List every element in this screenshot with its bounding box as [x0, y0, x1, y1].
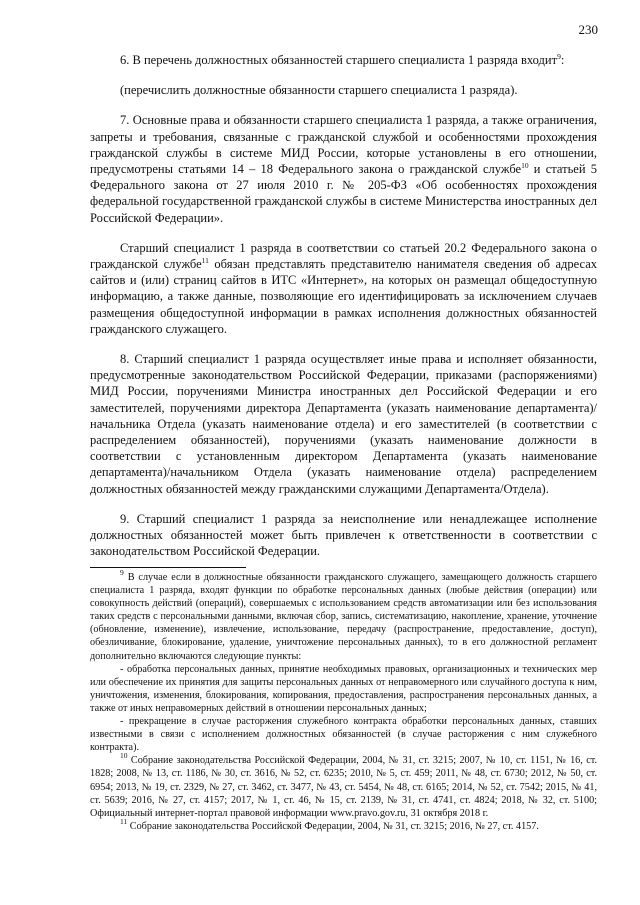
paragraph-9: 9. Старший специалист 1 разряда за неисполнение или ненадлежащее исполнение должностных обязанностей может быть привлечен к ответственности в соответствии с законодательством Российской Федерации. [90, 511, 597, 559]
paragraph-6-tail: : [560, 53, 565, 67]
footnote-11-mark: 11 [120, 816, 128, 826]
page-number: 230 [578, 22, 598, 37]
footnote-9-bullet-2: - прекращение в случае расторжения служебного контракта обработки персональных данных, ставших известными в связи с исполнением должностных обязанностей (в случае расторжения с ним служебного контракта). [90, 716, 597, 754]
footnote-9 [90, 568, 597, 663]
footnote-ref-10[interactable]: 10 [521, 161, 529, 171]
paragraph-7-text-b: и статьей 5 Федерального закона от 27 июля 2010 г. № 205-ФЗ «Об особенностях прохождения федеральной государственной гражданской службы в системе Министерства иностранных дел Российской Федерации». [90, 162, 598, 225]
footnote-11-text: Собрание законодательства Российской Федерации, 2004, № 31, ст. 3215; 2016, № 27, ст. 4157. [127, 820, 539, 832]
paragraph-7-continued-text-b: обязан представлять представителю нанимателя сведения об адресах сайтов и (или) страниц сайтов в ИТС «Интернет», на которых он размещал общедоступную информацию, а также данные, позволяющие его идентифицировать за исключением случаев размещения общедоступной информации в рамках исполнения должностных обязанностей гражданского служащего. [90, 257, 598, 336]
paragraph-6-note: (перечислить должностные обязанности старшего специалиста 1 разряда). [120, 83, 518, 98]
paragraph-7-continued [90, 240, 597, 337]
paragraph-6 [90, 52, 597, 68]
footnote-9-bullet-1: - обработка персональных данных, принятие необходимых правовых, организационных и технических мер или обеспечение их принятия для защиты персональных данных от неправомерного или случайного доступа к ним, уничтожения, изменения, блокирования, копирования, предоставления, распространения персональных данных, а также от иных неправомерных действий в отношении персональных данных; [90, 663, 597, 714]
paragraph-8: 8. Старший специалист 1 разряда осуществляет иные права и исполняет обязанности, предусмотренные законодательством Российской Федерации, приказами (распоряжениями) МИД России, поручениями Министра иностранных дел Российской Федерации и его заместителей, поручениями директора Департамента (указать наименование департамента)/начальника Отдела (указать наименование отдела) и его заместителей (в соответствии с распределением обязанностей), поручениями (указать наименование должности в соответствии с установленным директором Департамента (указать наименование департамента)/начальником Отдела (указать наименование отдела) распределением должностных обязанностей между гражданскими служащими Департамента/Отдела). [90, 352, 597, 496]
footnote-ref-9[interactable]: 9 [557, 52, 561, 61]
paragraph-6-text: 6. В перечень должностных обязанностей старшего специалиста 1 разряда входит [120, 53, 558, 67]
paragraph-7 [90, 112, 597, 225]
paragraph-7-continued-text-a: Старший специалист 1 разряда в соответствии со статьей 20.2 Федерального закона о гражданской службе [90, 240, 597, 272]
footnote-separator [90, 567, 246, 568]
paragraph-7-text-a: 7. Основные права и обязанности старшего специалиста 1 разряда, а также ограничения, запреты и требования, связанные с гражданской службой и особенностями прохождения гражданской службы в системе МИД России, которые установлены в его отношении, предусмотрены статьями 14 – 18 Федерального закона о гражданской службе [90, 113, 597, 177]
footnotes [90, 568, 597, 833]
footnote-9-mark: 9 [120, 568, 124, 577]
footnote-10-mark: 10 [120, 751, 128, 761]
document-body [90, 52, 597, 573]
footnote-ref-11[interactable]: 11 [201, 256, 209, 266]
footnote-10 [90, 751, 597, 819]
footnote-11 [90, 816, 597, 833]
footnote-10-text: Собрание законодательства Российской Федерации, 2004, № 31, ст. 3215; 2007, № 10, ст. 1151, № 16, ст. 1828; 2008, № 13, ст. 1186, № 30, ст. 3616, № 52, ст. 6235; 2010, № 5, ст. 459; 2011, № 48, ст. 6730; 2012, № 50, ст. 6954; 2013, № 19, ст. 2329, № 27, ст. 3462, ст. 3477, № 43, ст. 5454, № 48, ст. 6165; 2014, № 52, ст. 7542; 2015, № 41, ст. 5639; 2016, № 27, ст. 4157; 2017, № 1, ст. 46, № 15, ст. 2139, № 31, ст. 4741, ст. 4824; 2018, № 32, ст. 5100; Официальный интернет-портал правовой информации www.pravo.gov.ru, 31 октября 2018 г. [90, 755, 597, 819]
footnote-9-text: В случае если в должностные обязанности гражданского служащего, замещающего должность старшего специалиста 1 разряда, входят функции по обработке персональных данных (любые действия (операции) или совокупность действий (операций), совершаемых с использованием средств автоматизации или без использования таких средств с персональными данными, включая сбор, запись, систематизацию, накопление, хранение, уточнение (обновление, изменение), извлечение, использование, передачу (распространение, предоставление, доступ), обезличивание, блокирование, удаление, уничтожение персональных данных), то в его должностной регламент дополнительно включаются следующие пункты: [90, 572, 597, 662]
